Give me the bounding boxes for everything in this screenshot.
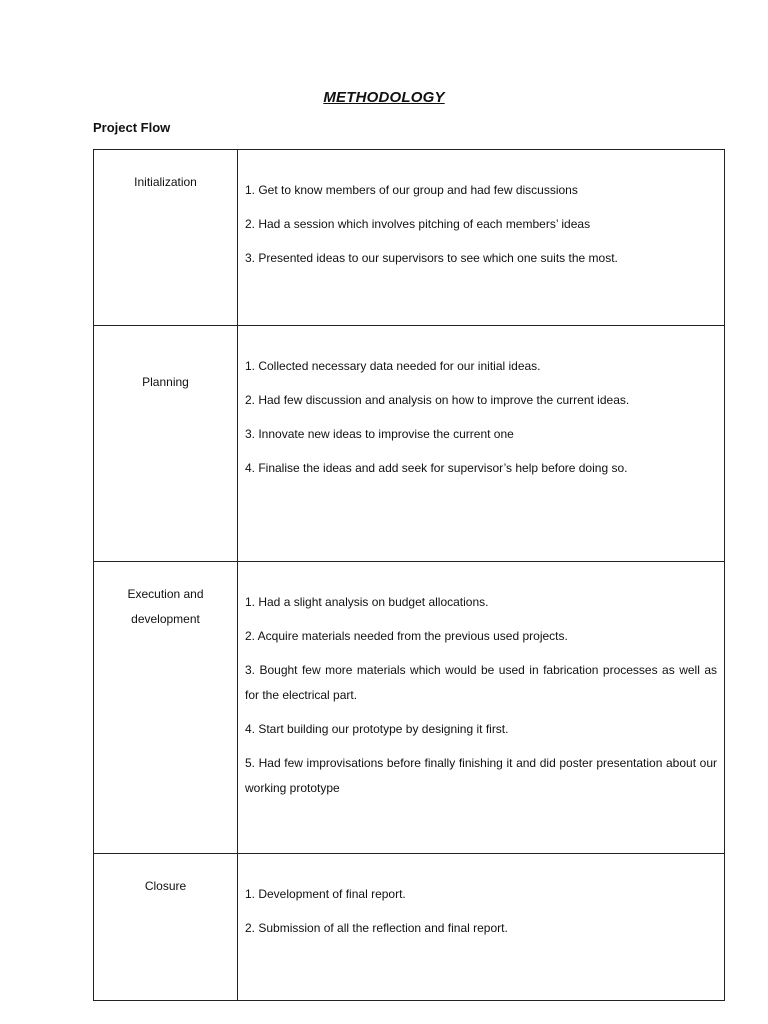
section-heading: Project Flow	[93, 120, 171, 135]
phase-cell	[94, 562, 238, 854]
table-row-closure	[94, 854, 725, 1001]
step-item: 3. Presented ideas to our supervisors to see which one suits the most.	[245, 251, 618, 265]
table-row-execution	[94, 562, 725, 854]
steps-cell	[238, 150, 725, 326]
step-item: 3. Innovate new ideas to improvise the current one	[245, 427, 514, 441]
project-flow-table	[93, 149, 725, 1001]
step-item: 2. Had a session which involves pitching of each members’ ideas	[245, 217, 591, 231]
phase-cell	[94, 854, 238, 1001]
step-item: 5. Had few improvisations before finally finishing it and did poster presentation about our working prototype	[245, 756, 717, 795]
step-item: 2. Acquire materials needed from the previous used projects.	[245, 629, 568, 643]
step-item: 4. Finalise the ideas and add seek for supervisor’s help before doing so.	[245, 461, 628, 475]
table-row-planning	[94, 326, 725, 562]
step-item: 3. Bought few more materials which would be used in fabrication processes as well as for the electrical part.	[245, 663, 717, 702]
step-item: 1. Collected necessary data needed for our initial ideas.	[245, 359, 541, 373]
step-item: 2. Had few discussion and analysis on how to improve the current ideas.	[245, 393, 630, 407]
step-item: 2. Submission of all the reflection and final report.	[245, 921, 508, 935]
step-item: 1. Development of final report.	[245, 887, 406, 901]
step-item: 4. Start building our prototype by designing it first.	[245, 722, 509, 736]
phase-cell	[94, 326, 238, 562]
phase-label-closure: Closure	[144, 879, 187, 893]
page-title: METHODOLOGY	[323, 89, 445, 106]
step-item: 1. Had a slight analysis on budget allocations.	[245, 595, 489, 609]
steps-cell	[238, 562, 725, 854]
steps-cell	[238, 326, 725, 562]
phase-label-planning: Planning	[142, 375, 189, 389]
step-item: 1. Get to know members of our group and had few discussions	[245, 183, 578, 197]
steps-cell	[238, 854, 725, 1001]
phase-label-initialization: Initialization	[134, 175, 197, 189]
phase-label-execution: Execution and development	[127, 587, 204, 626]
table-row-initialization	[94, 150, 725, 326]
phase-cell	[94, 150, 238, 326]
